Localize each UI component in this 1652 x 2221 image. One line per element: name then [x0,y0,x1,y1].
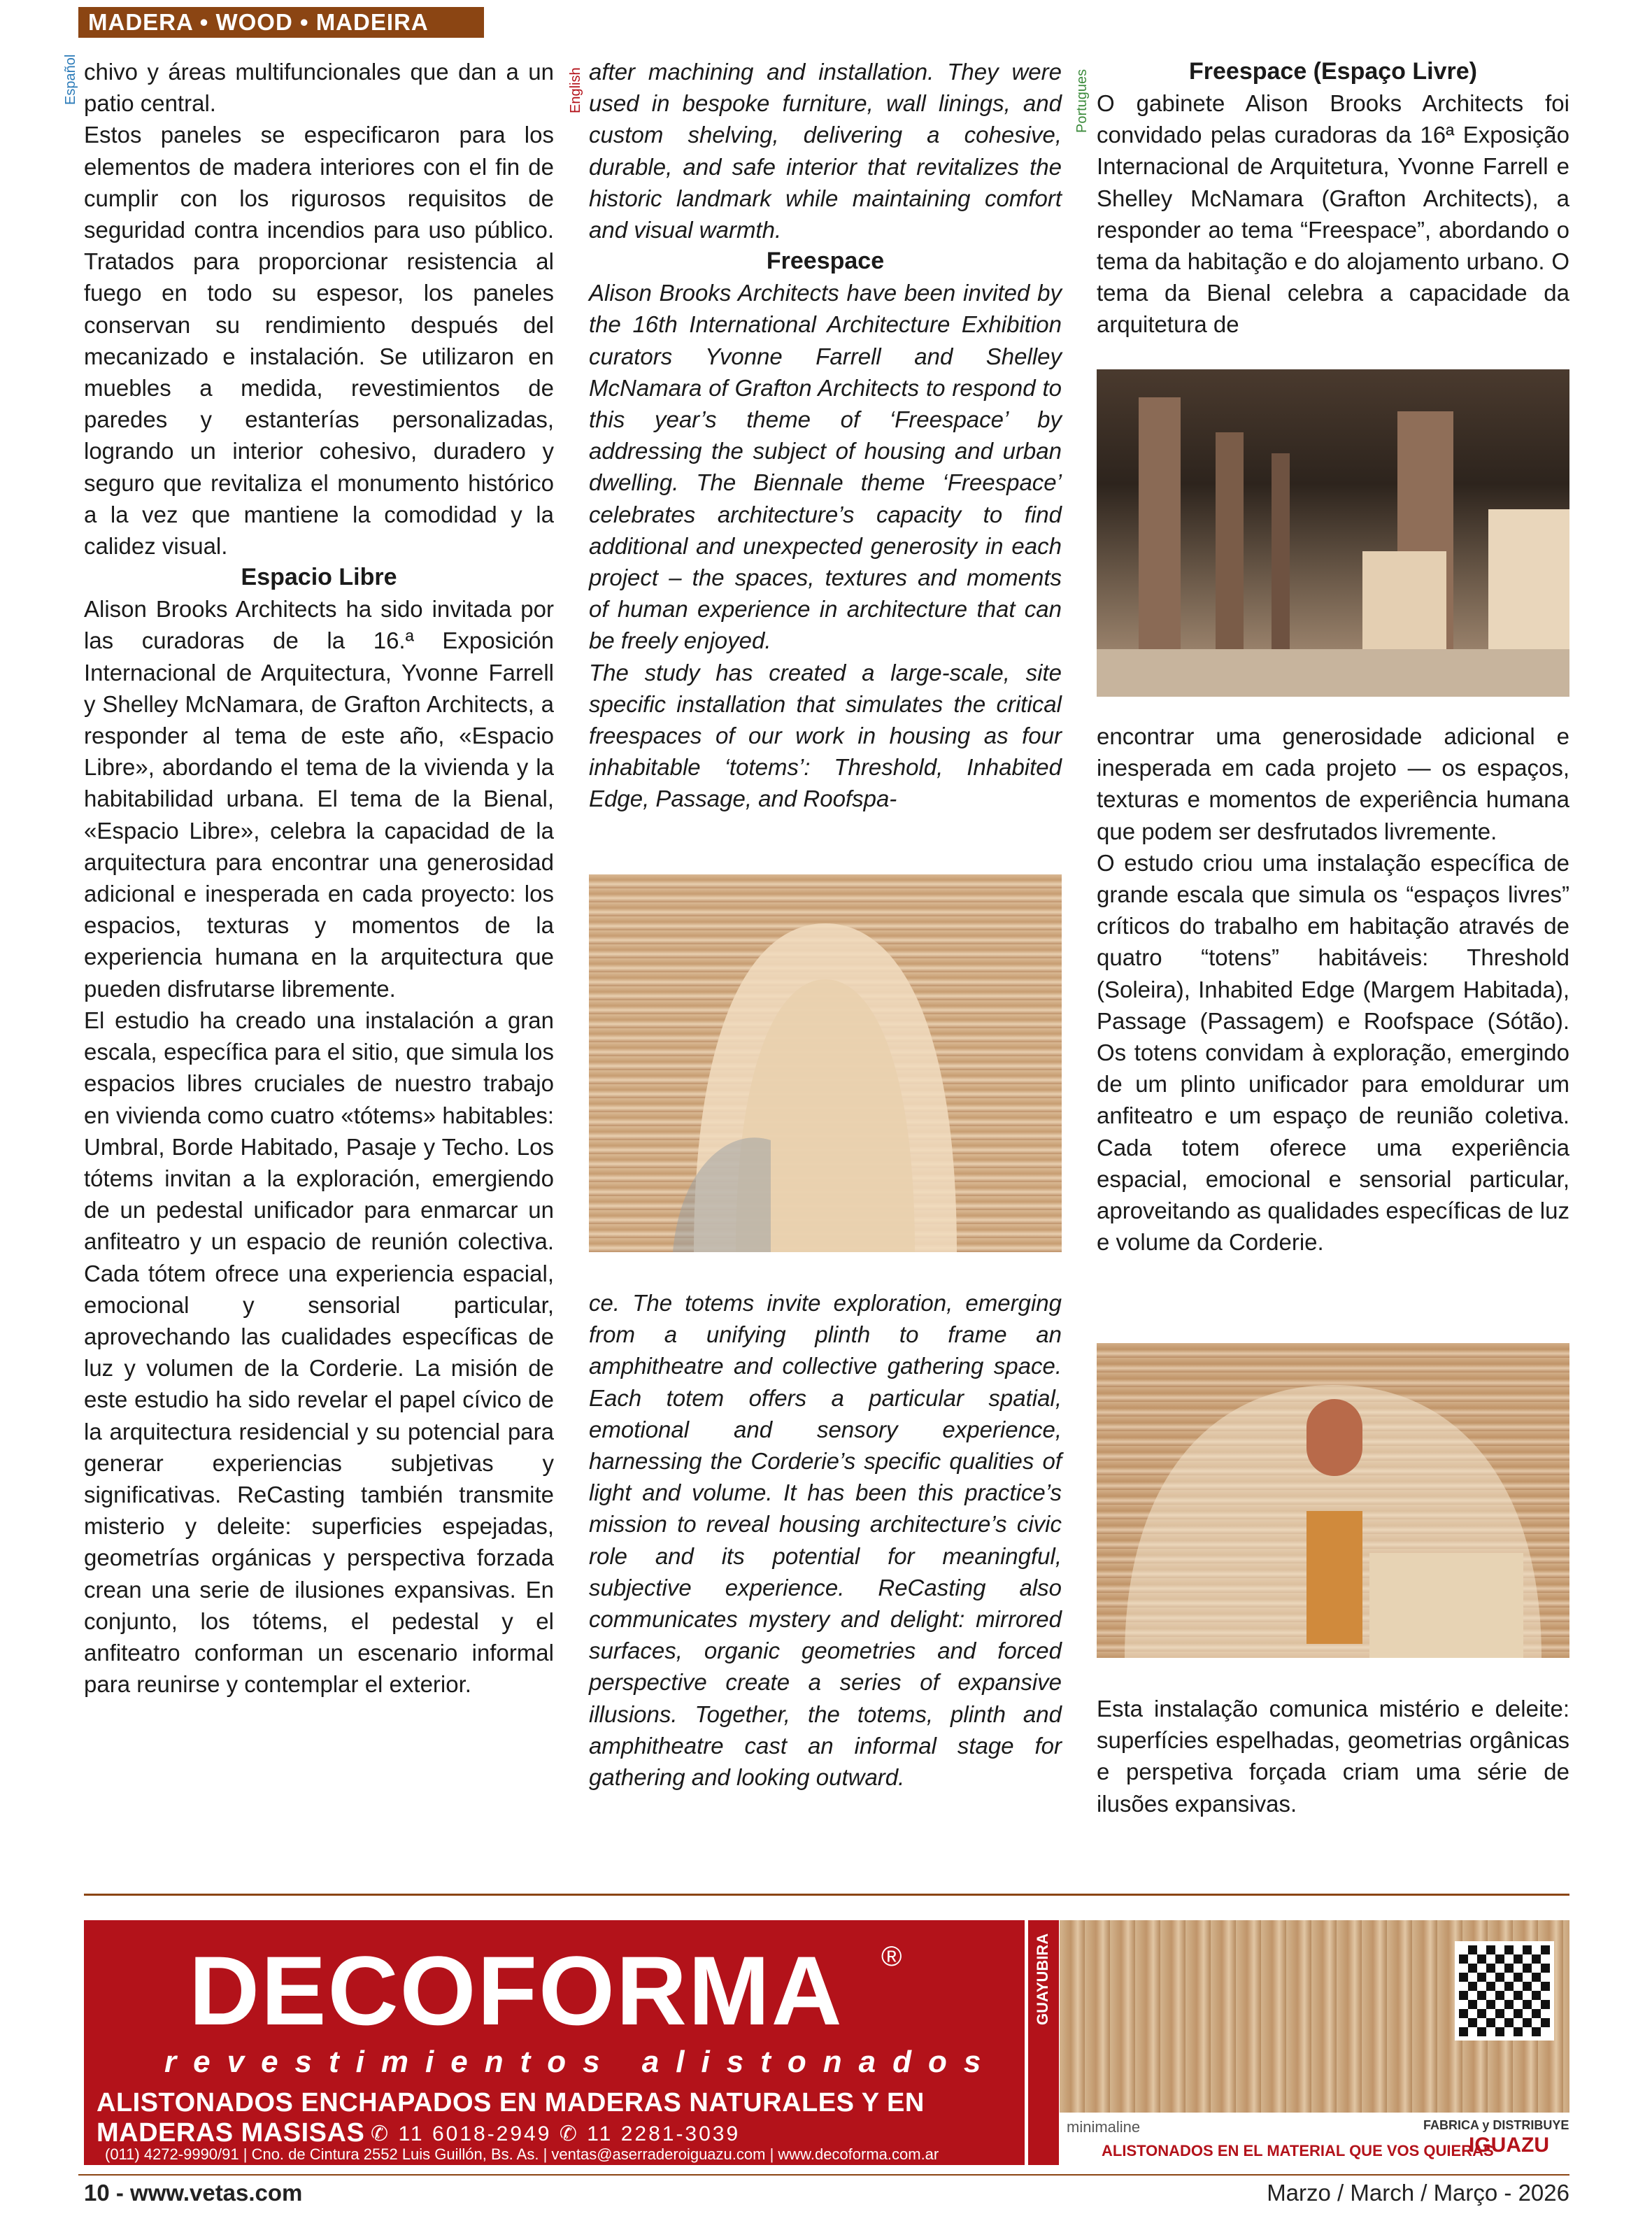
ad-slogan: ALISTONADOS EN EL MATERIAL QUE VOS QUIERAS [1102,2142,1494,2159]
hall-illustration [1097,369,1569,697]
en-paragraph-2: Alison Brooks Architects have been invited by the 16th International Architecture Exhibition curators Yvonne Farrell and Shelley McNamara of Grafton Architects to respond to this year’s theme of ‘Freespace’ by addressing the subject of housing and urban dwelling. The Biennale theme ‘Freespace’ celebrates architecture’s capacity to find additional and unexpected generosity in each project – the spaces, textures and moments of human experience in architecture that can be freely enjoyed. [589,280,1062,654]
arch-illustration [589,874,1062,1252]
es-paragraph-1: chivo y áreas multifuncionales que dan a un patio central. [84,59,554,117]
ad-divider [84,1894,1569,1896]
es-paragraph-4: El estudio ha creado una instalación a gran escala, específica para el sitio, que simula los espacios libres cruciales de nuestro trabajo en vivienda como cuatro «tótems» habitables: Umbral, Borde Habitado, Pasaje y Techo. Los tótems invitan a la exploración, emergiendo de un pedestal unificador para enmarcar un anfiteatro y un espacio de reunión colectiva. Cada tótem ofrece una experiencia espacial, emocional y sensorial particular, aprovechando las cualidades específicas de luz y volumen de la Corderie. La misión de este estudio ha sido revelar el papel cívico de la arquitectura residencial y su potencial para generar experiencias subjetivas y significativas. ReCasting también transmite misterio y deleite: superficies espejadas, geometrías orgánicas y perspectiva forzada crean una serie de ilusiones expansivas. En conjunto, los tótems, el pedestal y el anfiteatro conforman un escenario informal para reunirse y contemplar el exterior. [84,1007,554,1698]
en-heading-freespace: Freespace [766,248,885,275]
ad-minimaline: minimaline [1067,2118,1141,2136]
ad-wood-panel [1060,1920,1569,2165]
decoforma-advertisement[interactable] [84,1920,1569,2165]
totem-illustration [1097,1343,1569,1658]
pt-paragraph-1: O gabinete Alison Brooks Architects foi convidado pelas curadoras da 16ª Exposição Internacional de Arquitetura, Yvonne Farrell e Shelley McNamara (Grafton Architects), a responder ao tema “Freespace”, abordando o tema da habitação e do alojamento urbano. O tema da Bienal celebra a capacidade da arquitetura de [1097,90,1569,338]
es-paragraph-3: Alison Brooks Architects ha sido invitada por las curadoras de la 16.ª Exposición Internacional de Arquitectura, Yvonne Farrell y Shelley McNamara, de Grafton Architects, a responder al tema de este año, «Espacio Libre», abordando el tema de la vivienda y la habitabilidad urbana. El tema de la Bienal, «Espacio Libre», celebra la capacidad de la arquitectura para encontrar una generosidad adicional e inesperada en cada proyecto: los espacios, texturas y momentos de la experiencia humana en la arquitectura que pueden disfrutarse libremente. [84,596,554,1002]
portuguese-column-final [1097,1693,1569,1819]
ad-subtitle: revestimientos alistonados [164,2045,998,2079]
footer-date: Marzo / March / Março - 2026 [1267,2180,1569,2206]
ad-address: (011) 4272-9990/91 | Cno. de Cintura 2552 Luis Guillón, Bs. As. | ventas@aserraderoiguazu.com | www.decoforma.com.ar [105,2145,939,2163]
ad-bottom-strip [1060,2113,1569,2165]
en-paragraph-3: The study has created a large-scale, site specific installation that simulates the critical freespaces of our work in housing as four inhabitable ‘totems’: Threshold, Inhabited Edge, Passage, and Roofspa- [589,659,1062,812]
portuguese-column-continued [1097,721,1569,1258]
es-paragraph-2: Estos paneles se especificaron para los elementos de madera interiores con el fin de cumplir con los rigurosos requisitos de seguridad contra incendios para uso público. Tratados para proporcionar resistencia al fuego en todo su espesor, los paneles conservan su rendimiento después del mecanizado e instalación. Se utilizaron en muebles a medida, revestimientos de paredes y estanterías personalizadas, logrando un interior cohesivo, duradero y seguro que revitaliza el monumento histórico a la vez que mantiene la comodidad y la calidez visual. [84,122,554,560]
spanish-column [84,56,554,1700]
en-paragraph-1: after machining and installation. They were used in bespoke furniture, wall linings, and custom shelving, delivering a cohesive, durable, and safe interior that revitalizes the historic landmark while maintaining comfort and visual warmth. [589,59,1062,243]
ad-side-label: GUAYUBIRA [1034,1933,1051,2025]
ad-phones: ✆ 11 6018-2949 ✆ 11 2281-3039 [371,2122,741,2145]
es-heading-espacio-libre: Espacio Libre [241,564,397,591]
ad-tagline: ALISTONADOS ENCHAPADOS EN MADERAS NATURALES Y EN MADERAS MASISAS [97,2088,925,2148]
lang-tag-es: Español [63,54,78,105]
ad-iguazu-logo: IGUAZU [1469,2134,1549,2157]
pt-paragraph-3: O estudo criou uma instalação específica de grande escala que simula os “espaços livres” críticos do trabalho em habitação através de quatro “totens” habitáveis: Threshold (Soleira), Inhabited Edge (Margem Habitada), Passage (Passagem) e Roofspace (Sótão). Os totens convidam à exploração, emergindo de um plinto unificador para emoldurar um anfiteatro e um espaço de reunião coletiva. Cada totem oferece uma experiência espacial, emocional e sensorial particular, aproveitando as qualidades específicas de luz e volume da Corderie. [1097,849,1569,1256]
ad-brand-name: DECOFORMA [189,1936,843,2045]
pt-heading-freespace: Freespace (Espaço Livre) [1189,58,1477,85]
totem-interior-photo [1097,1343,1569,1658]
ad-red-panel [84,1920,1025,2165]
wooden-arch-photo [589,874,1062,1252]
english-column [589,56,1062,815]
en-paragraph-4: ce. The totems invite exploration, emerging from a unifying plinth to frame an amphitheatre and collective gathering space. Each totem offers a particular spatial, emotional and sensory experience, harnessing the Corderie’s specific qualities of light and volume. It has been this practice’s mission to reveal housing architecture’s civic role and its potential for meaningful, subjective experience. ReCasting also communicates mystery and delight: mirrored surfaces, organic geometries and forced perspective create a series of expansive illusions. Together, the totems, plinth and amphitheatre cast an informal stage for gathering and looking outward. [589,1290,1062,1791]
exhibition-hall-photo [1097,369,1569,697]
pt-paragraph-2: encontrar uma generosidade adicional e inesperada em cada projeto — os espaços, texturas e momentos de experiência humana que podem ser desfrutados livremente. [1097,723,1569,844]
lang-tag-pt: Portugues [1074,69,1090,133]
section-header: MADERA • WOOD • MADEIRA [78,7,484,38]
footer-page-site: 10 - www.vetas.com [84,2180,303,2206]
english-column-continued [589,1287,1062,1793]
footer-rule [78,2174,1569,2176]
portuguese-column [1097,56,1569,341]
lang-tag-en: English [568,67,583,113]
qr-code-icon[interactable] [1455,1941,1554,2041]
ad-registered-mark: ® [881,1941,902,1972]
ad-side-strip [1028,1920,1059,2165]
ad-fabrica: FABRICA y DISTRIBUYE [1423,2118,1569,2132]
pt-paragraph-4: Esta instalação comunica mistério e deleite: superfícies espelhadas, geometrias orgânicas e perspetiva forçada criam uma série de ilusões expansivas. [1097,1696,1569,1817]
